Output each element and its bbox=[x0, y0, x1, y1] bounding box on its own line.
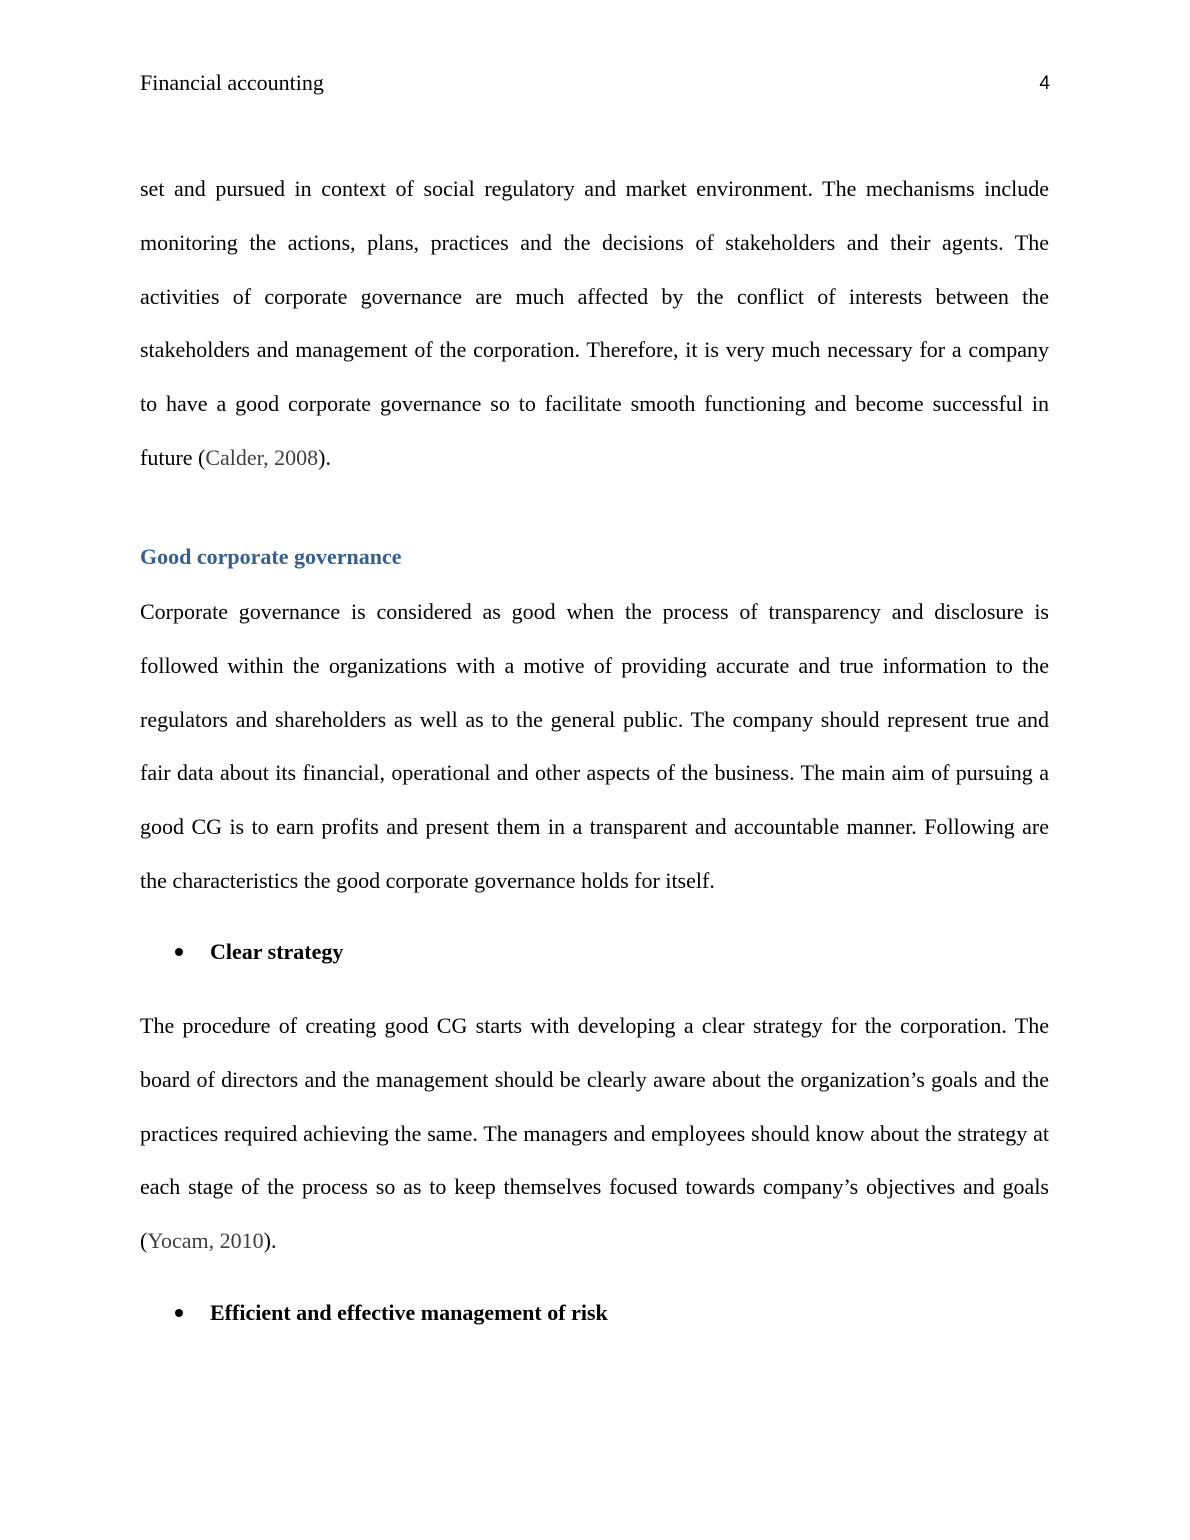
section-heading: Good corporate governance bbox=[140, 544, 402, 569]
paragraph-3 bbox=[140, 999, 1049, 1268]
paragraph-3-text: The procedure of creating good CG starts with developing a clear strategy for the corporation. The board of directors and the management should be clearly aware about the organization’s goals and the practices required achieving the same. The managers and employees should know about the strategy at each stage of the process so as to keep themselves focused towards company’s objectives and goals ( bbox=[140, 1013, 1049, 1254]
paragraph-1-text: set and pursued in context of social regulatory and market environment. The mechanisms include monitoring the actions, plans, practices and the decisions of stakeholders and their agents. The activities of corporate governance are much affected by the conflict of interests between the stakeholders and management of the corporation. Therefore, it is very much necessary for a company to have a good corporate governance so to facilitate smooth functioning and become successful in future ( bbox=[140, 176, 1049, 470]
bullet-dot-icon bbox=[175, 948, 183, 956]
citation-calder: Calder, 2008 bbox=[205, 444, 319, 470]
page-number: 4 bbox=[1039, 73, 1050, 94]
bullet-label: Clear strategy bbox=[210, 939, 344, 964]
paragraph-1-closing: ). bbox=[318, 444, 331, 470]
paragraph-2: Corporate governance is considered as good when the process of transparency and disclosure is followed within the organizations with a motive of providing accurate and true information to the regulators and shareholders as well as to the general public. The company should represent true and fair data about its financial, operational and other aspects of the business. The main aim of pursuing a good CG is to earn profits and present them in a transparent and accountable manner. Following are the characteristics the good corporate governance holds for itself. bbox=[140, 599, 1049, 893]
citation-yocam: Yocam, 2010 bbox=[147, 1228, 264, 1254]
running-head: Financial accounting bbox=[140, 70, 324, 95]
bullet-dot-icon bbox=[175, 1309, 183, 1317]
paragraph-3-closing: ). bbox=[263, 1228, 277, 1254]
paragraph-1 bbox=[140, 162, 1049, 485]
bullet-label: Efficient and effective management of risk bbox=[210, 1300, 608, 1325]
